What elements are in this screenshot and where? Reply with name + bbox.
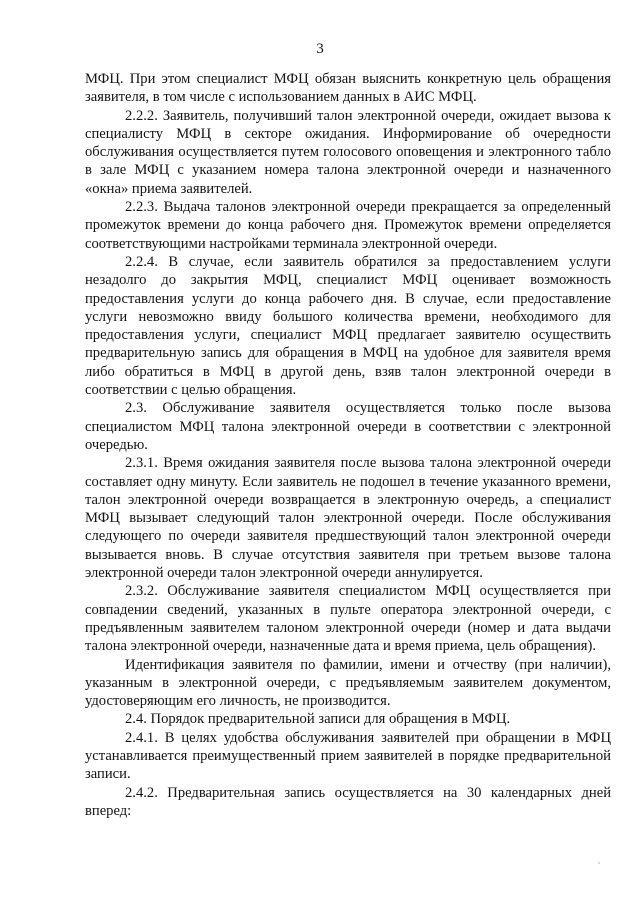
document-body: [85, 70, 611, 820]
page-number: 3: [316, 41, 324, 57]
paragraph-2-2-2: 2.2.2. Заявитель, получивший талон электронной очереди, ожидает вызова к специалисту МФЦ в секторе ожидания. Информирование об очередности обслуживания осуществляется путем голосового оповещения и электронного табло в зале МФЦ с указанием номера талона электронной очереди и назначенного «окна» приема заявителей.: [85, 107, 611, 197]
paragraph-2-4-1: 2.4.1. В целях удобства обслуживания заявителей при обращении в МФЦ устанавливается преимущественный прием заявителей в порядке предварительной записи.: [85, 729, 611, 783]
paragraph-identification: Идентификация заявителя по фамилии, имени и отчеству (при наличии), указанным в электронной очереди, с предъявляемым заявителем документом, удостоверяющим его личность, не производится.: [85, 656, 611, 710]
paragraph-2-2-4: 2.2.4. В случае, если заявитель обратился за предоставлением услуги незадолго до закрытия МФЦ, специалист МФЦ оценивает возможность предоставления услуги до конца рабочего дня. В случае, если предоставление услуги невозможно ввиду большого количества времени, необходимого для предоставления услуги, специалист МФЦ предлагает заявителю осуществить предварительную запись для обращения в МФЦ на удобное для заявителя время либо обратиться в МФЦ в другой день, взяв талон электронной очереди в соответствии с целью обращения.: [85, 253, 611, 399]
paragraph-2-4: 2.4. Порядок предварительной записи для обращения в МФЦ.: [125, 711, 511, 728]
paragraph-2-3-2: 2.3.2. Обслуживание заявителя специалистом МФЦ осуществляется при совпадении сведений, указанных в пульте оператора электронной очереди, с предъявленным заявителем талоном электронной очереди (номер и дата выдачи талона электронной очереди, назначенные дата и время приема, цель обращения).: [85, 583, 611, 655]
paragraph-2-4-2: 2.4.2. Предварительная запись осуществляется на 30 календарных дней вперед:: [85, 784, 611, 819]
paragraph-2-3-1: 2.3.1. Время ожидания заявителя после вызова талона электронной очереди составляет одну минуту. Если заявитель не подошел в течение указанного времени, талон электронной очереди возвращается в электронную очередь, а специалист МФЦ вызывает следующий талон электронной очереди. После обслуживания следующего по очереди заявителя предшествующий талон электронной очереди вызывается вновь. В случае отсутствия заявителя при третьем вызове талона электронной очереди талон электронной очереди аннулируется.: [85, 455, 611, 582]
paragraph-2-3: 2.3. Обслуживание заявителя осуществляется только после вызова специалистом МФЦ талона электронной очереди в соответствии с электронной очередью.: [85, 400, 611, 453]
scan-speck: [598, 862, 600, 864]
paragraph-continuation: МФЦ. При этом специалист МФЦ обязан выяснить конкретную цель обращения заявителя, в том числе с использованием данных в АИС МФЦ.: [85, 71, 611, 106]
paragraph-2-2-3: 2.2.3. Выдача талонов электронной очереди прекращается за определенный промежуток времени до конца рабочего дня. Промежуток времени определяется соответствующими настройками терминала электронной очереди.: [85, 199, 611, 252]
